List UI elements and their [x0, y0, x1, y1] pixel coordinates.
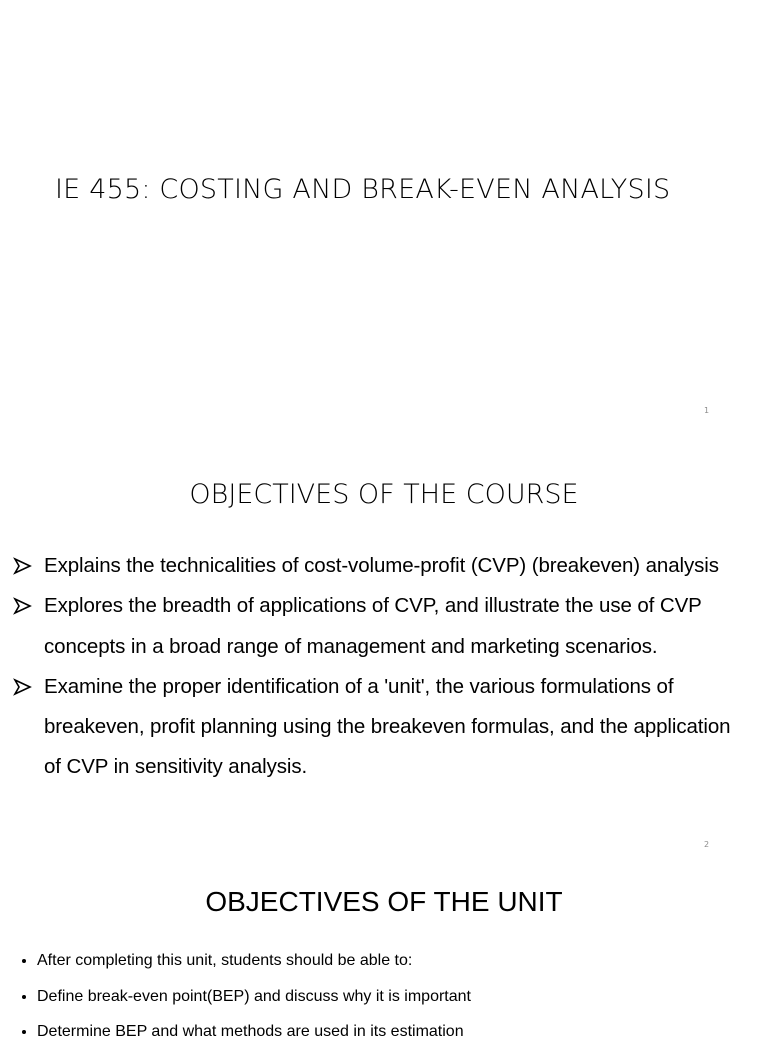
slide-title: IE 455: COSTING AND BREAK-EVEN ANALYSIS: [55, 174, 671, 205]
list-item: [20, 1014, 471, 1050]
bullet-list: [14, 546, 738, 788]
list-item-text: Explores the breadth of applications of CVP, and illustrate the use of CVP concepts in a broad range of management and marketing scenarios.: [44, 594, 702, 658]
list-item-text: Define break-even point(BEP) and discuss why it is important: [37, 987, 471, 1005]
dot-bullet-icon: [22, 959, 26, 963]
arrow-bullet-icon: [14, 679, 31, 695]
list-item: [14, 586, 738, 667]
slide-1: [0, 0, 768, 433]
arrow-bullet-icon: [14, 598, 31, 614]
slide-title: OBJECTIVES OF THE UNIT: [205, 886, 563, 917]
slide-title: OBJECTIVES OF THE COURSE: [189, 479, 579, 510]
list-item: [14, 546, 738, 586]
bullet-list: [20, 943, 471, 1050]
list-item-text: Explains the technicalities of cost-volume-profit (CVP) (breakeven) analysis: [44, 554, 719, 577]
slide-number: 1: [704, 406, 710, 415]
slide-3: [0, 866, 768, 1040]
slide-number: 2: [704, 840, 710, 849]
slide-2: [0, 433, 768, 866]
list-item-text: Determine BEP and what methods are used in its estimation: [37, 1023, 464, 1040]
list-item-text: After completing this unit, students should be able to:: [37, 952, 413, 969]
list-item: [14, 667, 738, 788]
arrow-bullet-icon: [14, 558, 31, 574]
dot-bullet-icon: [22, 995, 26, 999]
list-item: [20, 979, 471, 1015]
dot-bullet-icon: [22, 1030, 26, 1034]
list-item-text: Examine the proper identification of a 'unit', the various formulations of breakeven, profit planning using the breakeven formulas, and the application of CVP in sensitivity analysis.: [44, 674, 731, 779]
list-item: [20, 943, 471, 979]
